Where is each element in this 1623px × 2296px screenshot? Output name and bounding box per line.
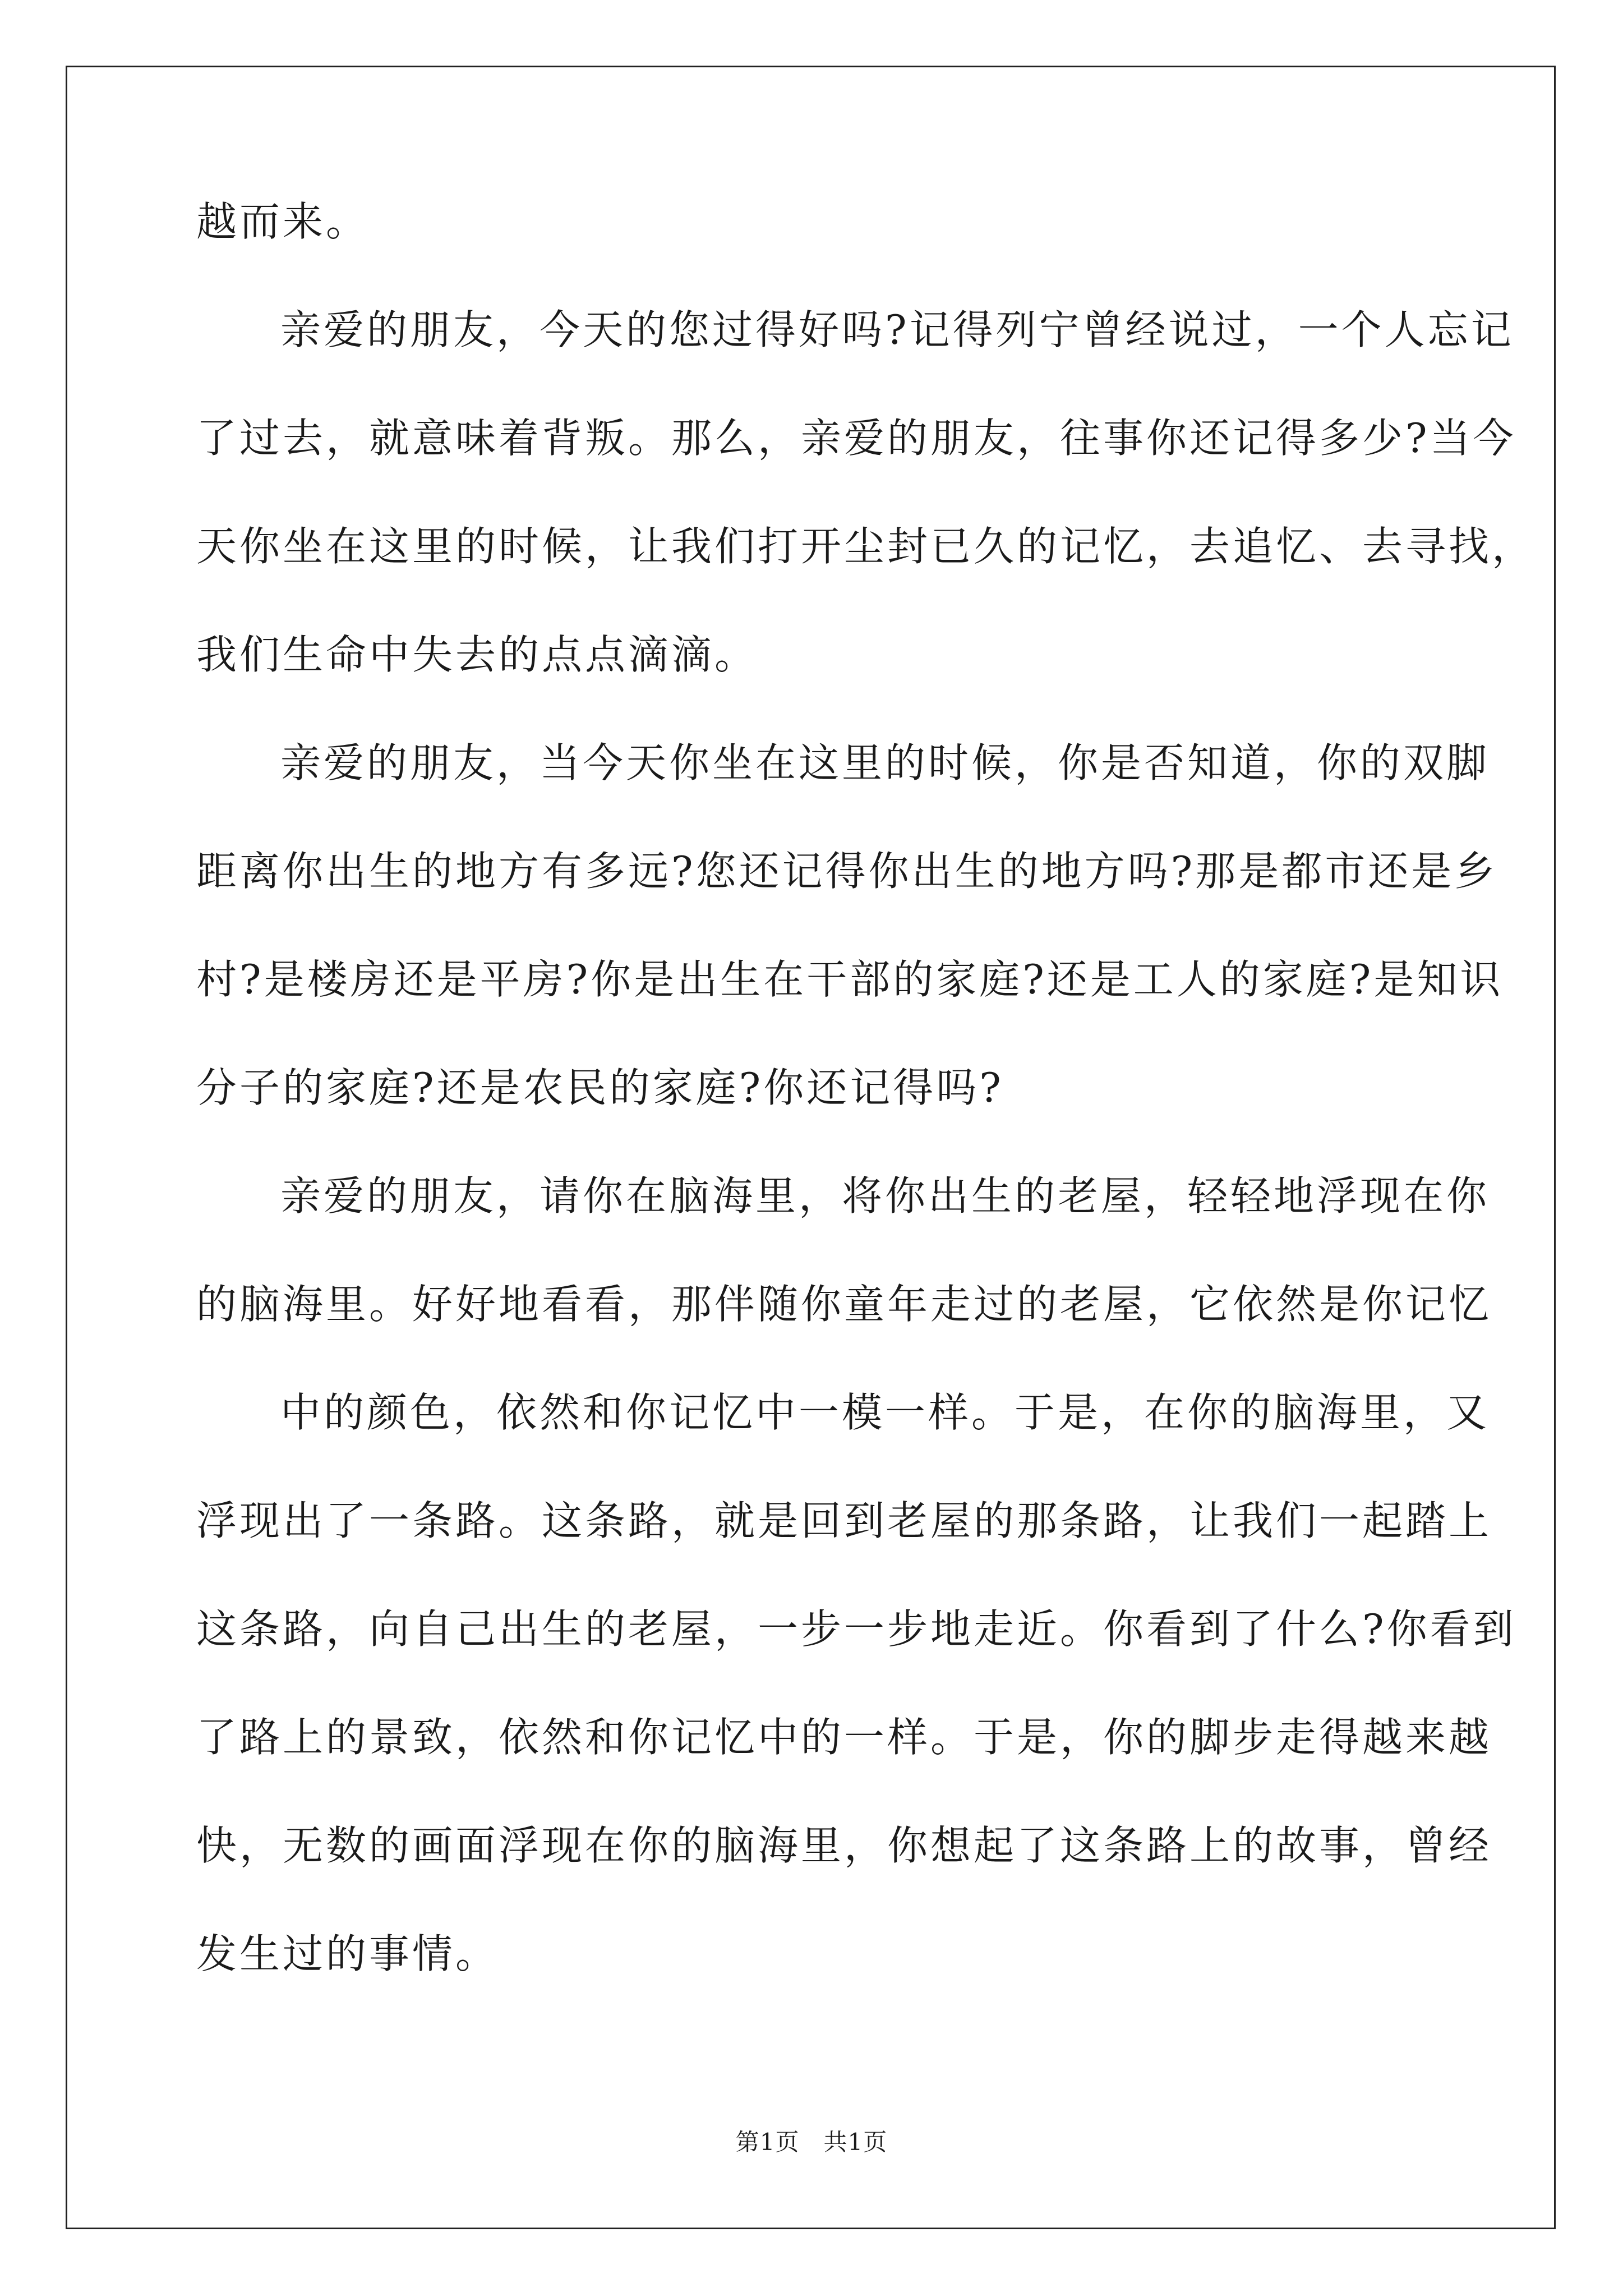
text-line: 这条路，向自己出生的老屋，一步一步地走近。你看到了什么?你看到 — [196, 1605, 1516, 1653]
page-border — [66, 66, 1556, 2229]
text-line: 村?是楼房还是平房?你是出生在干部的家庭?还是工人的家庭?是知识 — [196, 956, 1504, 1003]
text-line: 分子的家庭?还是农民的家庭?你还记得吗? — [196, 1064, 1004, 1111]
text-line: 的脑海里。好好地看看，那伴随你童年走过的老屋，它依然是你记忆 — [196, 1281, 1492, 1328]
text-line: 越而来。 — [196, 198, 370, 245]
paragraph-first-line: 亲爱的朋友，请你在脑海里，将你出生的老屋，轻轻地浮现在你 — [280, 1172, 1490, 1220]
paragraph-first-line: 亲爱的朋友，当今天你坐在这里的时候，你是否知道，你的双脚 — [280, 739, 1490, 786]
page-number: 第1页 共1页 — [735, 2128, 888, 2156]
text-line: 发生过的事情。 — [196, 1930, 499, 1977]
paragraph-first-line: 中的颜色，依然和你记忆中一模一样。于是，在你的脑海里，又 — [280, 1389, 1490, 1436]
text-line: 我们生命中失去的点点滴滴。 — [196, 631, 758, 678]
text-line: 浮现出了一条路。这条路，就是回到老屋的那条路，让我们一起踏上 — [196, 1497, 1492, 1544]
text-line: 距离你出生的地方有多远?您还记得你出生的地方吗?那是都市还是乡 — [196, 848, 1498, 895]
paragraph-first-line: 亲爱的朋友，今天的您过得好吗?记得列宁曾经说过，一个人忘记 — [280, 306, 1514, 353]
text-line: 了过去，就意味着背叛。那么，亲爱的朋友，往事你还记得多少?当今 — [196, 415, 1516, 462]
text-line: 快，无数的画面浮现在你的脑海里，你想起了这条路上的故事，曾经 — [196, 1822, 1492, 1869]
text-line: 天你坐在这里的时候，让我们打开尘封已久的记忆，去追忆、去寻找， — [196, 523, 1536, 570]
text-line: 了路上的景致，依然和你记忆中的一样。于是，你的脚步走得越来越 — [196, 1714, 1492, 1761]
